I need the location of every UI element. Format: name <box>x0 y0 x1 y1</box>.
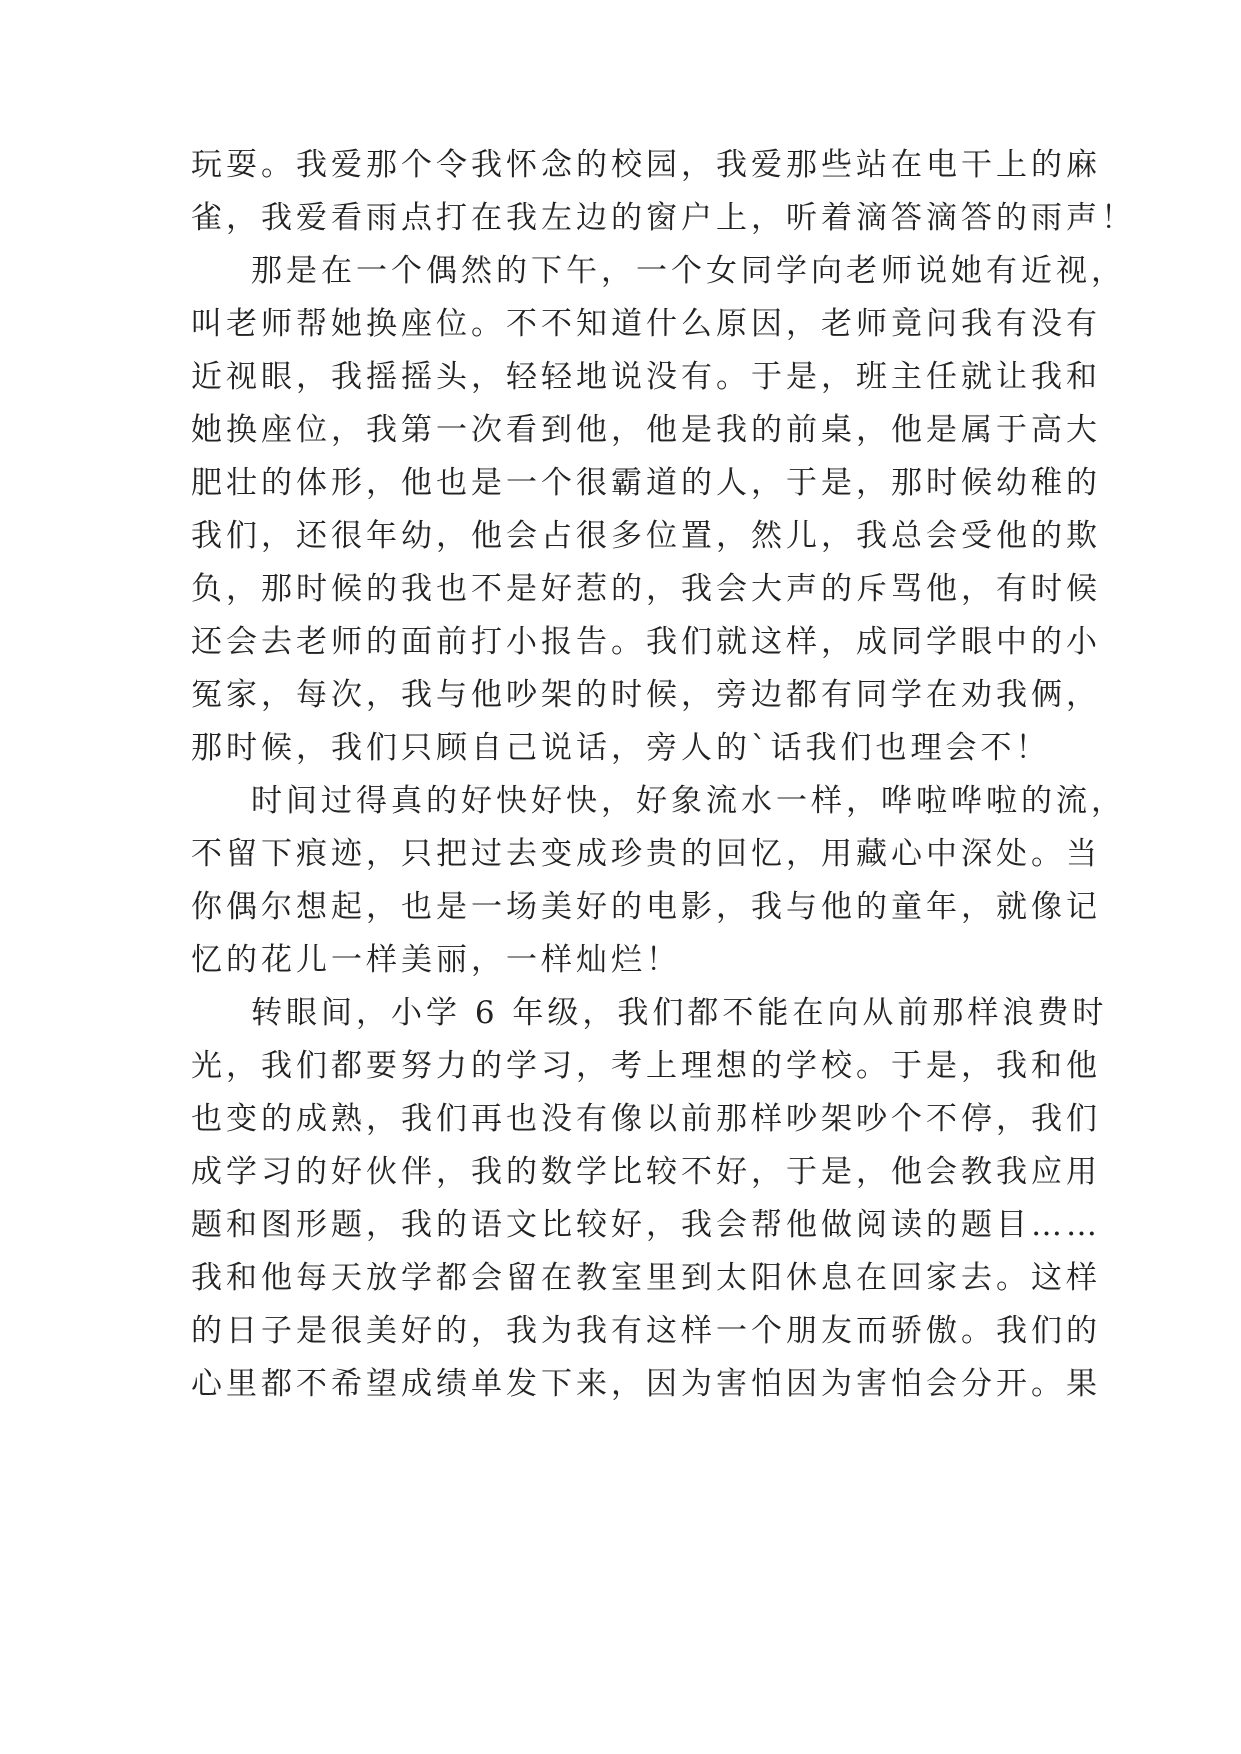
text-line: 光，我们都要努力的学习，考上理想的学校。于是，我和他 <box>191 1048 1101 1084</box>
text-line: 不留下痕迹，只把过去变成珍贵的回忆，用藏心中深处。当 <box>191 836 1101 872</box>
text-line: 我和他每天放学都会留在教室里到太阳休息在回家去。这样 <box>191 1260 1101 1296</box>
text-line: 也变的成熟，我们再也没有像以前那样吵架吵个不停，我们 <box>191 1101 1101 1137</box>
text-line: 我们，还很年幼，他会占很多位置，然儿，我总会受他的欺 <box>191 518 1101 554</box>
text-line: 近视眼，我摇摇头，轻轻地说没有。于是，班主任就让我和 <box>191 359 1101 395</box>
text-line: 冤家，每次，我与他吵架的时候，旁边都有同学在劝我俩， <box>191 677 1101 713</box>
paragraph-start-line: 时间过得真的好快好快，好象流水一样，哗啦哗啦的流， <box>251 783 1126 819</box>
text-line: 还会去老师的面前打小报告。我们就这样，成同学眼中的小 <box>191 624 1101 660</box>
text-line: 那时候，我们只顾自己说话，旁人的`话我们也理会不！ <box>191 730 1051 766</box>
text-line: 心里都不希望成绩单发下来，因为害怕因为害怕会分开。果 <box>191 1366 1101 1402</box>
text-line: 负，那时候的我也不是好惹的，我会大声的斥骂他，有时候 <box>191 571 1101 607</box>
paragraph-start-line: 那是在一个偶然的下午，一个女同学向老师说她有近视， <box>251 253 1126 289</box>
text-line: 她换座位，我第一次看到他，他是我的前桌，他是属于高大 <box>191 412 1101 448</box>
text-line: 忆的花儿一样美丽，一样灿烂！ <box>191 942 681 978</box>
text-line: 的日子是很美好的，我为我有这样一个朋友而骄傲。我们的 <box>191 1313 1101 1349</box>
text-line: 叫老师帮她换座位。不不知道什么原因，老师竟问我有没有 <box>191 306 1101 342</box>
text-line: 题和图形题，我的语文比较好，我会帮他做阅读的题目…… <box>191 1207 1101 1243</box>
text-line: 肥壮的体形，他也是一个很霸道的人，于是，那时候幼稚的 <box>191 465 1101 501</box>
paragraph-start-line: 转眼间，小学 6 年级，我们都不能在向从前那样浪费时 <box>251 995 1108 1031</box>
text-line: 雀，我爱看雨点打在我左边的窗户上，听着滴答滴答的雨声！ <box>191 200 1136 236</box>
text-line: 玩耍。我爱那个令我怀念的校园，我爱那些站在电干上的麻 <box>191 147 1101 183</box>
text-line: 成学习的好伙伴，我的数学比较不好，于是，他会教我应用 <box>191 1154 1101 1190</box>
text-line: 你偶尔想起，也是一场美好的电影，我与他的童年，就像记 <box>191 889 1101 925</box>
